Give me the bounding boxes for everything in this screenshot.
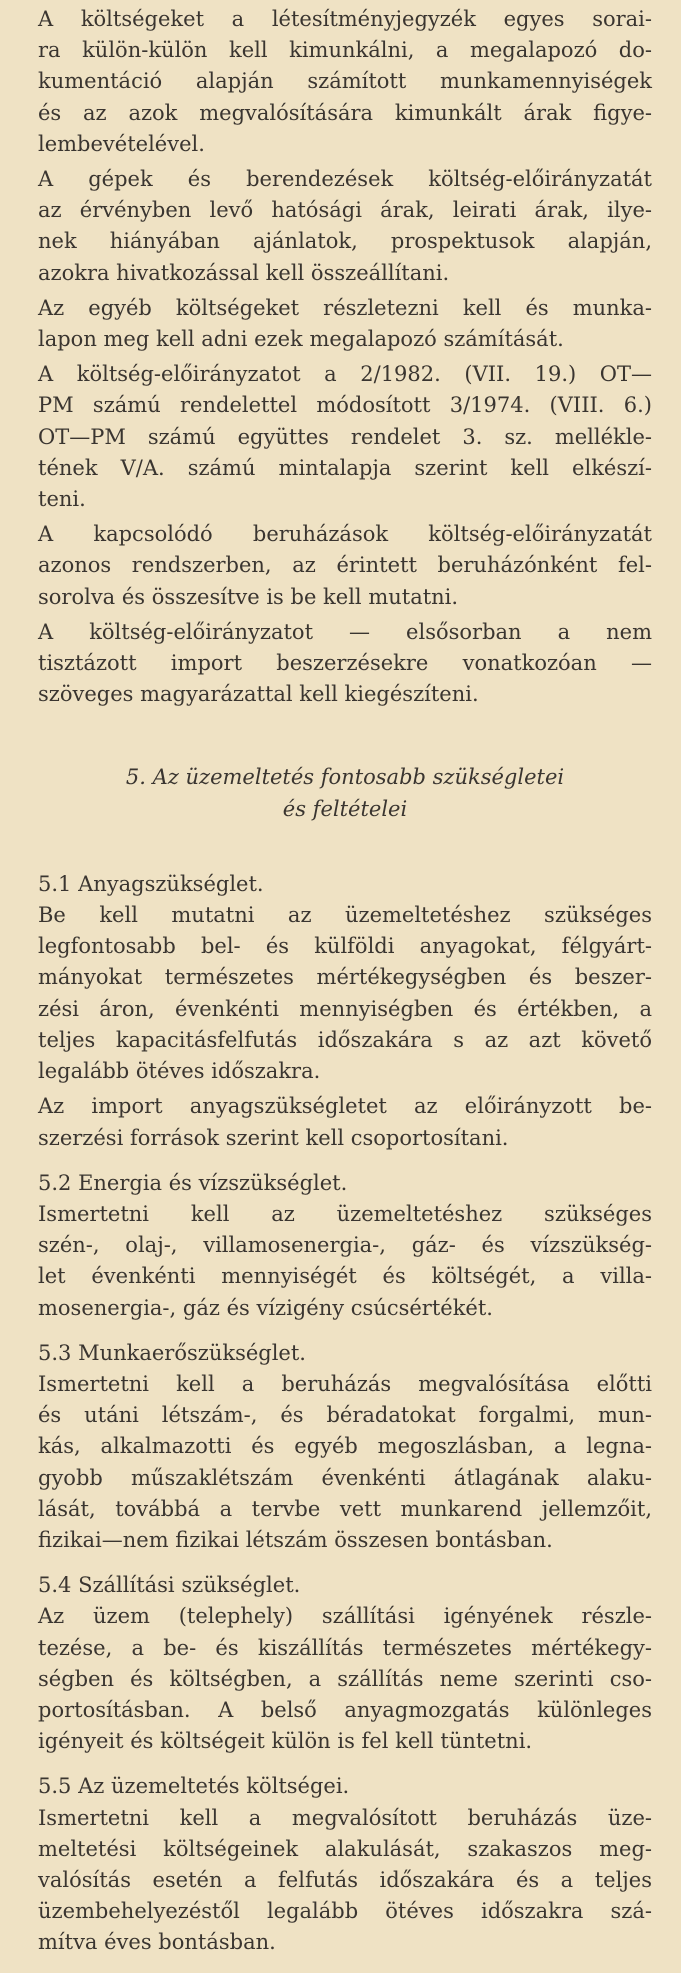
text-line: azokra hivatkozással kell összeállítani.: [38, 260, 450, 285]
intro-paragraph: [38, 164, 652, 289]
text-line: Az import anyagszükségletet az előirányzott be-: [38, 1094, 652, 1119]
text-line: Ismertetni kell a megvalósított beruházás üze-: [38, 1805, 652, 1830]
subsection-title: 5.2 Energia és vízszükséglet.: [38, 1170, 348, 1195]
text-line: gyobb műszaklétszám évenkénti átlagának alaku-: [38, 1465, 652, 1490]
subsection-paragraph: [38, 1369, 652, 1556]
text-line: üzembehelyezéstől legalább ötéves időszakra szá-: [38, 1899, 652, 1924]
subsection-title: 5.3 Munkaerőszükséglet.: [38, 1340, 306, 1365]
text-line: teni.: [38, 487, 86, 512]
text-line: PM számú rendelettel módosított 3/1974. (VIII. 6.): [38, 393, 652, 418]
text-line: A költségeket a létesítményjegyzék egyes sorai-: [38, 7, 652, 31]
text-line: kumentáció alapján számított munkamennyiségek: [38, 69, 652, 94]
text-line: nek hiányában ajánlatok, prospektusok alapján,: [38, 229, 652, 254]
text-line: azonos rendszerben, az érintett beruházónként fel-: [38, 553, 652, 578]
text-line: ségben és költségben, a szállítás neme szerinti cso-: [38, 1666, 652, 1691]
text-line: Ismertetni kell a beruházás megvalósítása előtti: [38, 1371, 652, 1396]
subsection-paragraph: [38, 1091, 652, 1153]
text-line: zési áron, évenkénti mennyiségben és értékben, a: [38, 996, 652, 1021]
text-line: A gépek és berendezések költség-előirányzatát: [38, 167, 652, 192]
text-line: A költség-előirányzatot a 2/1982. (VII. 19.) OT—: [38, 362, 652, 387]
text-line: Az egyéb költségeket részletezni kell és munka-: [38, 295, 652, 320]
text-line: fizikai—nem fizikai létszám összesen bontásban.: [38, 1527, 553, 1552]
intro-paragraph: [38, 617, 652, 711]
subsection-paragraph: [38, 1803, 652, 1959]
heading-line: és feltételei: [282, 796, 408, 821]
subsection-paragraph: [38, 900, 652, 1087]
text-line: és az azok megvalósítására kimunkált árak figye-: [38, 100, 652, 125]
text-line: ra külön-külön kell kimunkálni, a megalapozó do-: [38, 38, 652, 63]
text-line: szén-, olaj-, villamosenergia-, gáz- és vízszükség-: [38, 1233, 652, 1258]
text-line: kás, alkalmazotti és egyéb megoszlásban, a legna-: [38, 1434, 652, 1459]
text-line: Ismertetni kell az üzemeltetéshez szükséges: [38, 1201, 652, 1226]
text-line: az érvényben levő hatósági árak, leirati árak, ilye-: [38, 198, 652, 223]
intro-paragraph: [38, 359, 652, 515]
text-line: meltetési költségeinek alakulását, szakaszos meg-: [38, 1836, 652, 1861]
text-line: Az üzem (telephely) szállítási igényének részle-: [38, 1604, 652, 1629]
subsection-title: 5.4 Szállítási szükséglet.: [38, 1573, 301, 1598]
text-line: legalább ötéves időszakra.: [38, 1059, 321, 1084]
document-body: [38, 4, 652, 1973]
text-line: teljes kapacitásfelfutás időszakára s az azt követő: [38, 1027, 652, 1052]
text-line: portosításban. A belső anyagmozgatás különleges: [38, 1697, 652, 1722]
heading-line: 5. Az üzemeltetés fontosabb szükségletei: [125, 765, 565, 790]
text-line: OT—PM számú együttes rendelet 3. sz. mellékle-: [38, 424, 652, 449]
subsection-title: 5.5 Az üzemeltetés költségei.: [38, 1774, 350, 1799]
text-line: tisztázott import beszerzésekre vonatkozóan —: [38, 651, 652, 676]
text-line: A kapcsolódó beruházások költség-előirányzatát: [38, 522, 652, 547]
text-line: Be kell mutatni az üzemeltetéshez szükséges: [38, 903, 652, 928]
text-line: szöveges magyarázattal kell kiegészíteni.: [38, 682, 479, 707]
text-line: legfontosabb bel- és külföldi anyagokat, félgyárt-: [38, 934, 652, 959]
text-line: tének V/A. számú mintalapja szerint kell elkészí-: [38, 455, 652, 480]
text-line: mányokat természetes mértékegységben és beszer-: [38, 965, 652, 990]
text-line: lapon meg kell adni ezek megalapozó számítását.: [38, 327, 564, 352]
text-line: mosenergia-, gáz és vízigény csúcsértékét.: [38, 1295, 493, 1320]
subsection-title: 5.1 Anyagszükséglet.: [38, 871, 264, 896]
subsection-paragraph: [38, 1601, 652, 1757]
text-line: valósítás esetén a felfutás időszakára és a teljes: [38, 1867, 652, 1892]
text-line: lembevételével.: [38, 131, 205, 156]
text-line: A költség-előirányzatot — elsősorban a nem: [38, 619, 652, 644]
intro-paragraph: [38, 293, 652, 355]
subsection-paragraph: [38, 1199, 652, 1324]
text-line: és utáni létszám-, és béradatokat forgalmi, mun-: [38, 1403, 652, 1428]
text-line: szerzési források szerint kell csoportosítani.: [38, 1125, 509, 1150]
intro-paragraph: [38, 4, 652, 160]
text-line: tezése, a be- és kiszállítás természetes mértékegy-: [38, 1635, 652, 1660]
text-line: mítva éves bontásban.: [38, 1930, 276, 1955]
section-heading: [38, 762, 652, 824]
text-line: let évenkénti mennyiségét és költségét, a villa-: [38, 1264, 652, 1289]
text-line: sorolva és összesítve is be kell mutatni.: [38, 584, 459, 609]
text-line: igényeit és költségeit külön is fel kell tüntetni.: [38, 1729, 533, 1754]
intro-paragraph: [38, 519, 652, 613]
text-line: lását, továbbá a tervbe vett munkarend jellemzőit,: [38, 1496, 652, 1521]
